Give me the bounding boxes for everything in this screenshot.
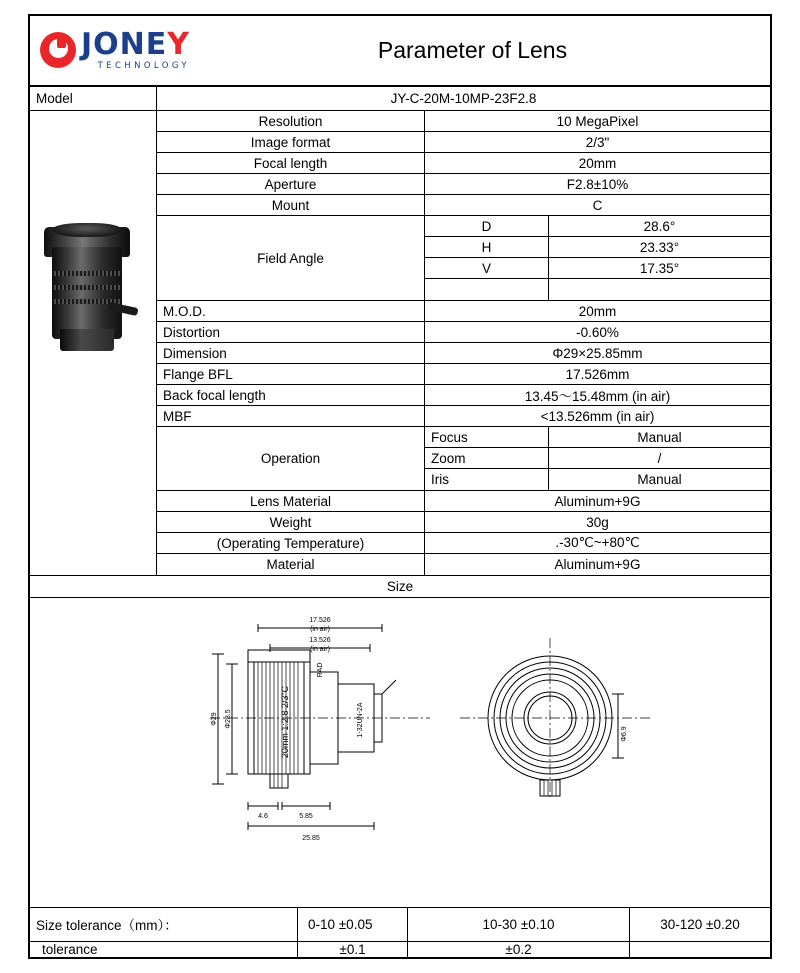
spec-name: (Operating Temperature): [157, 533, 425, 553]
operation-item: Iris: [425, 469, 549, 490]
spec-value: C: [592, 197, 603, 213]
spec-value: 20mm: [578, 303, 617, 319]
tolerance-range-a: 0-10 ±0.05: [298, 908, 408, 941]
dim-focal: 20mm 1:2.8 2/3"C: [280, 685, 290, 758]
lens-photo: [42, 219, 142, 359]
table-row: [425, 258, 770, 279]
field-angle-group: [157, 216, 770, 301]
brand-name-last: Y: [167, 27, 191, 63]
dim-total: 25.85: [302, 834, 320, 842]
spec-name: Weight: [157, 512, 425, 532]
table-row: [157, 153, 770, 174]
brand-tagline: TECHNOLOGY: [97, 61, 191, 72]
table-row: [157, 385, 770, 406]
lens-body: [52, 247, 122, 339]
table-row: [425, 469, 770, 490]
spec-sheet: [28, 14, 772, 959]
table-row: [425, 237, 770, 258]
field-angle-value: 23.33°: [639, 239, 680, 255]
spec-value: Aluminum+9G: [554, 557, 641, 573]
lens-zoom-ring: [52, 285, 122, 290]
dim-small2: 5.85: [299, 812, 313, 820]
table-row: [157, 533, 770, 554]
field-angle-value: [549, 279, 770, 300]
spec-value: Aluminum+9G: [554, 493, 641, 509]
spec-value: 30g: [586, 514, 609, 530]
field-angle-value: 28.6°: [643, 218, 676, 234]
table-row: [425, 279, 770, 300]
field-angle-axis: D: [425, 216, 549, 236]
table-row: [425, 427, 770, 448]
lens-front-element: [52, 223, 122, 237]
spec-value: Φ29×25.85mm: [552, 345, 643, 361]
lens-focus-ring: [52, 271, 122, 276]
tolerance-range-c: 30-120 ±0.20: [660, 916, 740, 932]
spec-rows: [157, 111, 770, 575]
table-row: [157, 343, 770, 364]
tolerance-range-b: 10-30 ±0.10: [408, 908, 630, 941]
tolerance-value-b: ±0.2: [408, 942, 630, 957]
operation-value: /: [657, 450, 662, 466]
field-angle-axis: H: [425, 237, 549, 257]
spec-value: F2.8±10%: [566, 176, 629, 192]
spec-name: Distortion: [157, 322, 425, 342]
operation-item: Focus: [425, 427, 549, 447]
dim-flange: 17.526: [309, 616, 331, 624]
spec-name: M.O.D.: [157, 301, 425, 321]
table-row: [425, 216, 770, 237]
lens-mount-base: [60, 329, 114, 351]
table-row: [157, 322, 770, 343]
spec-name: Focal length: [157, 153, 425, 173]
operation-rows: [425, 427, 770, 490]
field-angle-rows: [425, 216, 770, 300]
spec-name: Flange BFL: [157, 364, 425, 384]
dim-right: Φ6.9: [621, 726, 628, 742]
brand-logo: [30, 16, 245, 85]
spec-name: Lens Material: [157, 491, 425, 511]
spec-name: MBF: [157, 406, 425, 426]
tolerance-label: Size tolerance（mm）：: [30, 908, 298, 941]
brand-name-rest: ONE: [93, 27, 168, 63]
operation-value: Manual: [637, 472, 682, 488]
spec-table: [30, 111, 770, 576]
joney-logo-icon: [40, 32, 76, 68]
dim-mount: 1-32UN-2A: [357, 702, 364, 738]
spec-name: Mount: [157, 195, 425, 215]
tolerance-value-c: [630, 942, 770, 957]
brand-wordmark: [81, 27, 191, 72]
spec-value: 17.526mm: [565, 366, 630, 382]
document-header: [30, 16, 770, 87]
model-value: JY-C-20M-10MP-23F2.8: [390, 90, 537, 106]
dim-bfl: 13.526: [309, 636, 331, 644]
table-row: [157, 132, 770, 153]
field-angle-value: 17.35°: [639, 260, 680, 276]
tolerance-value-a: ±0.1: [298, 942, 408, 957]
technical-drawing: [30, 598, 770, 908]
tolerance-row-2: [30, 942, 770, 957]
spec-name: Back focal length: [157, 385, 425, 405]
field-angle-axis: [425, 279, 549, 300]
table-row: [157, 195, 770, 216]
table-row: [157, 554, 770, 575]
spec-name: Resolution: [157, 111, 425, 131]
spec-name: Image format: [157, 132, 425, 152]
table-row: [157, 111, 770, 132]
brand-name-first: J: [81, 27, 94, 63]
table-row: [157, 364, 770, 385]
operation-label: Operation: [157, 427, 425, 490]
spec-value: 20mm: [578, 155, 617, 171]
spec-name: Aperture: [157, 174, 425, 194]
spec-value: 10 MegaPixel: [556, 113, 639, 129]
table-row: [157, 406, 770, 427]
field-angle-axis: V: [425, 258, 549, 278]
spec-name: Material: [157, 554, 425, 575]
dim-flange-note: (in air): [310, 625, 330, 633]
table-row: [157, 301, 770, 322]
spec-value: 13.45～15.48mm (in air): [524, 389, 671, 405]
table-row: [157, 512, 770, 533]
tolerance-label-2: tolerance: [30, 942, 298, 957]
operation-value: Manual: [637, 429, 682, 445]
dim-bfl-note: (in air): [310, 645, 330, 653]
spec-value: <13.526mm (in air): [540, 408, 655, 424]
dim-rad: RAD: [317, 662, 324, 678]
operation-item: Zoom: [425, 448, 549, 468]
dim-phi285: Φ28.5: [225, 709, 232, 729]
model-label: Model: [30, 87, 157, 111]
operation-group: [157, 427, 770, 491]
drawing-svg: [30, 598, 770, 908]
size-section-title: Size: [30, 576, 770, 598]
dim-small1: 4.6: [258, 812, 268, 820]
page-title: Parameter of Lens: [377, 36, 568, 63]
spec-value: -0.60%: [576, 324, 619, 340]
table-row: [425, 448, 770, 469]
model-row: [30, 87, 770, 112]
spec-value: 2/3": [585, 134, 610, 150]
table-row: [157, 174, 770, 195]
field-angle-label: Field Angle: [157, 216, 425, 300]
spec-value: .-30℃~+80℃: [555, 535, 640, 551]
tolerance-row-1: [30, 908, 770, 942]
table-row: [157, 491, 770, 512]
brand-name: [81, 27, 191, 63]
lens-image-cell: [30, 111, 157, 575]
dim-phi29: Φ29: [211, 712, 218, 726]
spec-name: Dimension: [157, 343, 425, 363]
